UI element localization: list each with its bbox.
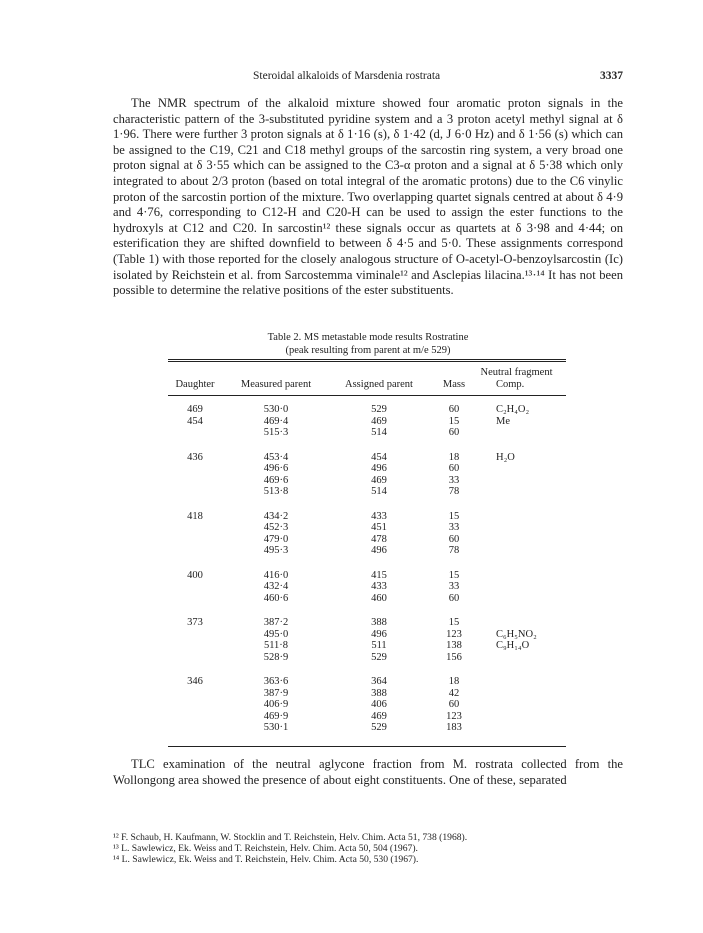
table-row — [168, 711, 565, 723]
mass-cell: 33 — [448, 522, 460, 533]
comp-cell — [480, 475, 565, 487]
assigned-parent-cell: 460 — [371, 592, 387, 604]
daughter-cell — [168, 486, 222, 498]
assigned-parent-cell: 496 — [371, 545, 387, 556]
col-header-comp: Comp. — [496, 378, 525, 390]
daughter-cell — [168, 593, 222, 605]
table-row — [168, 593, 565, 605]
daughter-cell — [168, 722, 222, 734]
comp-cell — [480, 522, 565, 534]
assigned-parent-cell: 454 — [371, 451, 387, 463]
daughter-cell: 469 — [187, 404, 203, 415]
table-top-rule — [168, 359, 566, 362]
comp-cell — [480, 711, 565, 723]
measured-parent-cell: 363·6 — [263, 676, 289, 687]
table-row — [168, 652, 565, 664]
daughter-cell — [168, 475, 222, 487]
comp-cell — [480, 581, 565, 593]
table-row — [168, 534, 565, 546]
mass-cell: 18 — [448, 676, 460, 687]
daughter-cell: 400 — [187, 569, 203, 581]
comp-cell — [480, 545, 565, 557]
mass-cell: 60 — [448, 463, 460, 474]
table-row — [168, 640, 565, 652]
mass-cell: 183 — [446, 722, 462, 733]
comp-cell: H₂O — [496, 451, 515, 463]
caption-subtitle: (peak resulting from parent at m/e 529) — [285, 345, 451, 356]
comp-cell — [480, 652, 565, 664]
mass-cell: 60 — [448, 592, 460, 604]
daughter-cell — [168, 545, 222, 557]
measured-parent-cell: 434·2 — [263, 510, 289, 522]
daughter-cell — [168, 711, 222, 723]
daughter-cell: 373 — [187, 617, 203, 628]
table-row — [168, 404, 565, 416]
col-header-daughter: Daughter — [175, 378, 215, 390]
neutral-fragment-header: Neutral fragment — [480, 367, 553, 378]
daughter-cell: 346 — [187, 676, 203, 687]
comp-cell: C₆H₅NO₂ — [496, 628, 537, 640]
paragraph-text: The NMR spectrum of the alkaloid mixture showed four aromatic proton signals in the characteristic pattern of the 3-substituted pyridine system and a 3 proton acetyl methyl signal at δ 1·96. There were further 3 proton signals at δ 1·16 (s), δ 1·42 (d, J 6·0 Hz) and δ 1·56 (s) which can be assigned to the C19, C21 and C18 methyl groups of the sarcostin ring system, a very broad one proton signal at δ 3·55 which can be assigned to the C3-α proton and a signal at δ 5·38 which only integrated to about 2/3 proton (based on total integral of the aromatic protons) due to the C6 vinylic proton of the sarcostin portion of the mixture. Two overlapping quartet signals centred at about δ 4·9 and 4·76, corresponding to C12-H and C20-H can be used to assign the ester functions to the hydroxyls at C12 and C20. In sarcostin¹² these signals occur as quartets at δ 3·98 and 4·44; on esterification they are shifted downfield to between δ 4·5 and 5·0. These assignments correspond (Table 1) with those reported for the closely analogous structure of O-acetyl-O-benzoylsarcostin (Ic) isolated by Reichstein et al. from Sarcostemma viminale¹² and Asclepias lilacina.¹³·¹⁴ It has not been possible to determine the relative positions of the ester substituents. — [113, 96, 623, 298]
mass-cell: 78 — [448, 486, 460, 497]
measured-parent-cell: 515·3 — [263, 427, 289, 438]
footnotes — [113, 832, 623, 865]
table-row — [168, 427, 565, 439]
mass-cell: 42 — [448, 687, 460, 699]
table-row — [168, 557, 565, 582]
measured-parent-cell: 469·9 — [263, 710, 289, 722]
comp-cell — [480, 557, 565, 582]
daughter-cell — [168, 463, 222, 475]
daughter-cell — [168, 640, 222, 652]
mass-cell: 60 — [448, 533, 460, 545]
mass-cell: 15 — [448, 415, 460, 427]
measured-parent-cell: 387·2 — [263, 617, 289, 628]
measured-parent-cell: 479·0 — [263, 533, 289, 545]
footnote-12: ¹² F. Schaub, H. Kaufmann, W. Stocklin and T. Reichstein, Helv. Chim. Acta 51, 738 (1968). — [113, 832, 468, 843]
assigned-parent-cell: 496 — [371, 463, 387, 474]
measured-parent-cell: 496·6 — [263, 463, 289, 474]
page-number: 3337 — [600, 70, 623, 82]
measured-parent-cell: 530·0 — [263, 404, 289, 415]
assigned-parent-cell: 478 — [371, 533, 387, 545]
assigned-parent-cell: 388 — [371, 617, 387, 628]
measured-parent-cell: 495·0 — [263, 628, 289, 640]
comp-cell — [480, 486, 565, 498]
mass-cell: 15 — [448, 617, 460, 628]
mass-cell: 60 — [448, 404, 460, 415]
mass-cell: 60 — [448, 699, 460, 710]
mass-cell: 15 — [448, 569, 460, 581]
table-row — [168, 663, 565, 688]
assigned-parent-cell: 529 — [371, 722, 387, 733]
table-row — [168, 463, 565, 475]
mass-cell: 138 — [446, 640, 462, 651]
comp-cell: C₂H₄O₂ — [496, 404, 530, 415]
table-row — [168, 722, 565, 734]
daughter-cell — [168, 427, 222, 439]
assigned-parent-cell: 451 — [371, 522, 387, 533]
body-paragraph-1 — [113, 96, 623, 299]
daughter-cell — [168, 688, 222, 700]
assigned-parent-cell: 406 — [371, 699, 387, 710]
measured-parent-cell: 513·8 — [263, 486, 289, 497]
assigned-parent-cell: 511 — [371, 640, 387, 651]
table-header-rule — [168, 395, 566, 396]
measured-parent-cell: 495·3 — [263, 545, 289, 556]
assigned-parent-cell: 514 — [371, 427, 387, 438]
measured-parent-cell: 469·6 — [263, 474, 289, 486]
table-row — [168, 486, 565, 498]
measured-parent-cell: 416·0 — [263, 569, 289, 581]
assigned-parent-cell: 469 — [371, 415, 387, 427]
mass-cell: 156 — [446, 651, 462, 663]
measured-parent-cell: 460·6 — [263, 592, 289, 604]
assigned-parent-cell: 529 — [371, 404, 387, 415]
table-row — [168, 545, 565, 557]
table-row — [168, 604, 565, 629]
table-row — [168, 688, 565, 700]
assigned-parent-cell: 433 — [371, 510, 387, 522]
daughter-cell — [168, 629, 222, 641]
measured-parent-cell: 511·8 — [263, 640, 289, 651]
table-row — [168, 522, 565, 534]
assigned-parent-cell: 469 — [371, 710, 387, 722]
daughter-cell — [168, 699, 222, 711]
table-row — [168, 629, 565, 641]
metastable-table — [168, 404, 565, 734]
daughter-cell — [168, 581, 222, 593]
assigned-parent-cell: 415 — [371, 569, 387, 581]
comp-cell — [480, 604, 565, 629]
measured-parent-cell: 452·3 — [263, 522, 289, 533]
measured-parent-cell: 387·9 — [263, 687, 289, 699]
col-header-measured-parent: Measured parent — [240, 378, 312, 390]
measured-parent-cell: 406·9 — [263, 699, 289, 710]
comp-cell: Me — [496, 415, 510, 427]
assigned-parent-cell: 469 — [371, 474, 387, 486]
mass-cell: 33 — [448, 581, 460, 592]
table-bottom-rule — [168, 746, 566, 747]
comp-cell — [480, 534, 565, 546]
mass-cell: 18 — [448, 451, 460, 463]
assigned-parent-cell: 529 — [371, 651, 387, 663]
comp-cell — [480, 663, 565, 688]
assigned-parent-cell: 364 — [371, 676, 387, 687]
table-row — [168, 699, 565, 711]
measured-parent-cell: 432·4 — [263, 581, 289, 592]
footnote-13: ¹³ L. Sawlewicz, Ek. Weiss and T. Reichstein, Helv. Chim. Acta 50, 504 (1967). — [113, 843, 418, 854]
measured-parent-cell: 528·9 — [263, 651, 289, 663]
col-header-mass: Mass — [442, 378, 466, 390]
comp-cell — [480, 463, 565, 475]
comp-cell — [480, 427, 565, 439]
daughter-cell: 436 — [187, 451, 203, 463]
table-row — [168, 498, 565, 523]
measured-parent-cell: 453·4 — [263, 451, 289, 463]
comp-cell — [480, 722, 565, 734]
daughter-cell: 418 — [187, 510, 203, 522]
daughter-cell — [168, 652, 222, 664]
comp-cell — [480, 699, 565, 711]
daughter-cell — [168, 522, 222, 534]
comp-cell — [480, 498, 565, 523]
table-header — [168, 367, 565, 390]
assigned-parent-cell: 433 — [371, 581, 387, 592]
comp-cell — [480, 688, 565, 700]
comp-cell — [480, 593, 565, 605]
table-row — [168, 475, 565, 487]
table-row — [168, 581, 565, 593]
table-row — [168, 416, 565, 428]
measured-parent-cell: 469·4 — [263, 415, 289, 427]
mass-cell: 123 — [446, 710, 462, 722]
paragraph-text: TLC examination of the neutral aglycone fraction from M. rostrata collected from the Wollongong area showed the presence of about eight constituents. One of these, separated — [113, 757, 623, 787]
mass-cell: 33 — [448, 474, 460, 486]
footnote-14: ¹⁴ L. Sawlewicz, Ek. Weiss and T. Reichstein, Helv. Chim. Acta 50, 530 (1967). — [113, 854, 419, 865]
mass-cell: 60 — [448, 427, 460, 438]
caption-title: Table 2. MS metastable mode results Rostratine — [267, 332, 469, 343]
table-body — [168, 404, 565, 734]
running-title: Steroidal alkaloids of Marsdenia rostrata — [253, 70, 441, 82]
mass-cell: 78 — [448, 545, 460, 556]
mass-cell: 15 — [448, 510, 460, 522]
col-header-assigned-parent: Assigned parent — [345, 378, 413, 390]
table-caption — [113, 331, 623, 357]
daughter-cell: 454 — [187, 415, 203, 427]
assigned-parent-cell: 496 — [371, 628, 387, 640]
daughter-cell — [168, 534, 222, 546]
measured-parent-cell: 530·1 — [263, 722, 289, 733]
comp-cell: C₉H₁₄O — [496, 640, 530, 651]
body-paragraph-2 — [113, 757, 623, 788]
assigned-parent-cell: 514 — [371, 486, 387, 497]
assigned-parent-cell: 388 — [371, 687, 387, 699]
mass-cell: 123 — [446, 628, 462, 640]
table-row — [168, 439, 565, 464]
